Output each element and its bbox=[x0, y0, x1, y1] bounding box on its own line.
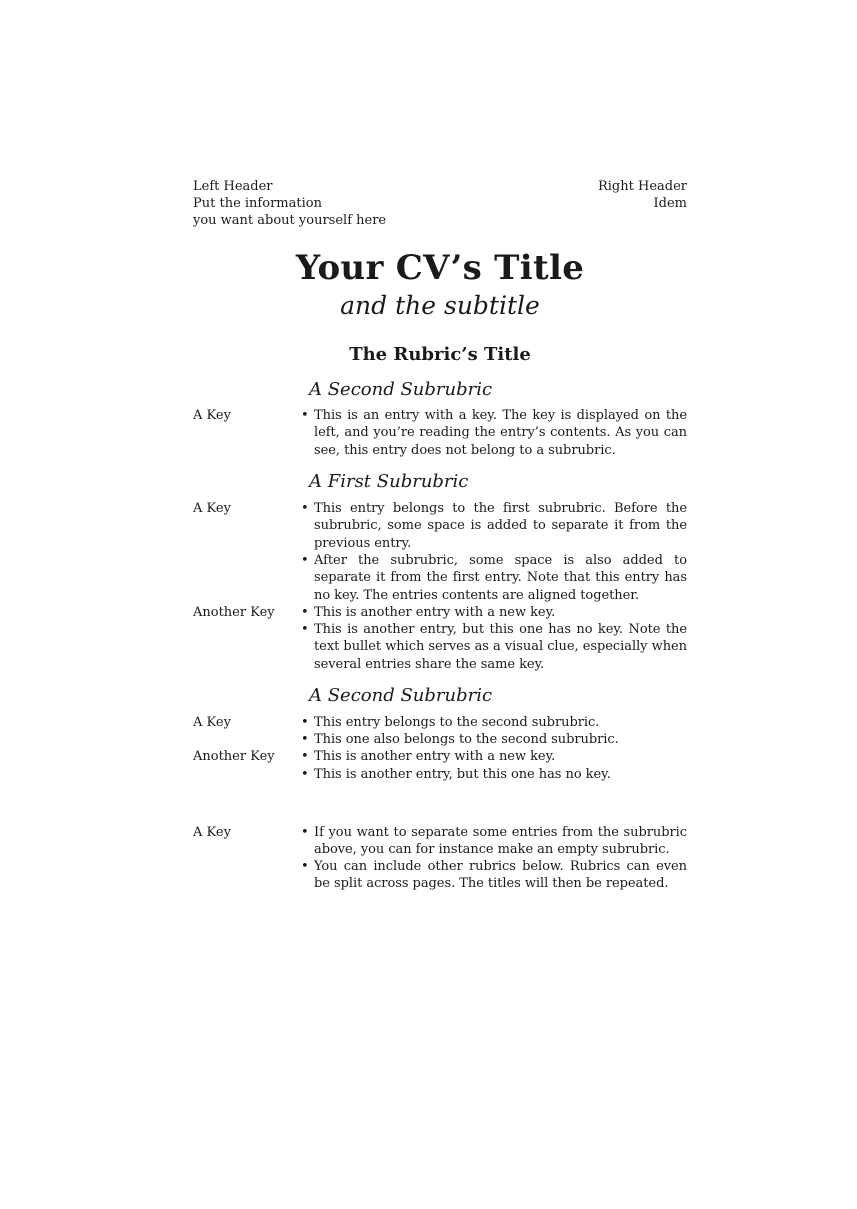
left-header-line: Left Header bbox=[193, 179, 273, 194]
entry-text: If you want to separate some entries from the subrubric above, you can for instance make an empty subrubric. bbox=[314, 825, 687, 858]
entry-text: This is another entry, but this one has no key. bbox=[314, 767, 611, 782]
entry-key: Another Key bbox=[193, 749, 275, 764]
entry-text: After the subrubric, some space is also added to separate it from the first entry. Note that this entry has no key. The entries contents are aligned together. bbox=[314, 553, 687, 603]
entry-key: Another Key bbox=[193, 605, 275, 620]
bullet-icon: • bbox=[301, 732, 309, 747]
entry-text: This is another entry with a new key. bbox=[314, 605, 556, 620]
bullet-icon: • bbox=[301, 767, 309, 782]
entry-text: This entry belongs to the first subrubric. Before the subrubric, some space is added to separate it from the previous entry. bbox=[314, 501, 687, 551]
entry bbox=[301, 858, 687, 893]
entry bbox=[301, 766, 687, 783]
cv-subtitle: and the subtitle bbox=[340, 291, 540, 320]
entry-key: A Key bbox=[193, 408, 231, 423]
entry bbox=[301, 748, 687, 765]
subrubric-title: A First Subrubric bbox=[309, 471, 469, 492]
entry-text: This entry belongs to the second subrubric. bbox=[314, 715, 600, 730]
entry bbox=[301, 604, 687, 621]
entry-text: This one also belongs to the second subrubric. bbox=[314, 732, 619, 747]
entry bbox=[301, 407, 687, 459]
bullet-icon: • bbox=[301, 553, 309, 568]
bullet-icon: • bbox=[301, 859, 309, 874]
bullet-icon: • bbox=[301, 605, 309, 620]
entry-key: A Key bbox=[193, 715, 231, 730]
bullet-icon: • bbox=[301, 749, 309, 764]
subrubric-title: A Second Subrubric bbox=[309, 685, 493, 706]
right-header-line: Idem bbox=[653, 196, 687, 211]
bullet-icon: • bbox=[301, 825, 309, 840]
bullet-icon: • bbox=[301, 501, 309, 516]
entry bbox=[301, 500, 687, 552]
entry-text: This is an entry with a key. The key is displayed on the left, and you’re reading the entry’s contents. As you can see, this entry does not belong to a subrubric. bbox=[314, 408, 687, 458]
entry-key: A Key bbox=[193, 501, 231, 516]
right-header bbox=[598, 178, 687, 212]
cv-title: Your CV’s Title bbox=[295, 248, 585, 288]
entry-key: A Key bbox=[193, 825, 231, 840]
subrubric-title: A Second Subrubric bbox=[309, 379, 493, 400]
entry bbox=[301, 552, 687, 604]
entry-text: This is another entry with a new key. bbox=[314, 749, 556, 764]
right-header-line: Right Header bbox=[597, 179, 687, 194]
entry bbox=[301, 731, 687, 748]
rubric-title: The Rubric’s Title bbox=[349, 344, 531, 365]
bullet-icon: • bbox=[301, 715, 309, 730]
entry bbox=[301, 824, 687, 859]
left-header bbox=[193, 178, 386, 229]
left-header-line: you want about yourself here bbox=[193, 213, 387, 228]
entry-text: This is another entry, but this one has no key. Note the text bullet which serves as a visual clue, especially when several entries share the same key. bbox=[314, 622, 687, 672]
left-header-line: Put the information bbox=[193, 196, 322, 211]
entry-text: You can include other rubrics below. Rubrics can even be split across pages. The titles will then be repeated. bbox=[314, 859, 687, 892]
entry bbox=[301, 621, 687, 673]
bullet-icon: • bbox=[301, 622, 309, 637]
entry bbox=[301, 714, 687, 731]
bullet-icon: • bbox=[301, 408, 309, 423]
